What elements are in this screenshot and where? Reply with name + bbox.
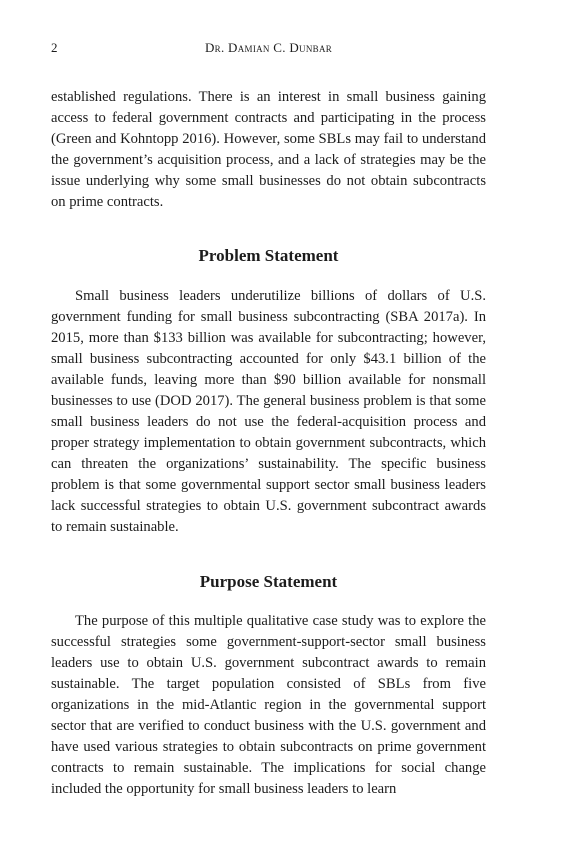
purpose-statement-heading: Purpose Statement — [199, 572, 338, 591]
page-number: 2 — [51, 40, 58, 55]
purpose-statement-paragraph: The purpose of this multiple qualitative case study was to explore the successful strategies some government-support-sector small business leaders use to obtain U.S. government subcontract awards to remain sustainable. The target population consisted of SBLs from five organizations in the mid-Atlantic region in the governmental support sector that are verified to conduct business with the U.S. government and have used various strategies to obtain subcontracts on prime government contracts to remain sustainable. The implications for social change included the opportunity for small business leaders to learn — [51, 613, 486, 797]
intro-paragraph: established regulations. There is an interest in small business gaining access to federal government contracts and participating in the process (Green and Kohntopp 2016). However, some SBLs may fail to understand the government’s acquisition process, and a lack of strategies may be the issue underlying why some small businesses do not obtain subcontracts on prime contracts. — [51, 89, 486, 210]
problem-statement-paragraph: Small business leaders underutilize billions of dollars of U.S. government funding for small business subcontracting (SBA 2017a). In 2015, more than $133 billion was available for subcontracting; however, small business subcontracting accounted for only $43.1 billion of the available funds, leaving more than $90 billion available for nonsmall businesses to use (DOD 2017). The general business problem is that some small business leaders do not use the federal-acquisition process and proper strategy implementation to obtain government subcontracts, which can threaten the organizations’ sustainability. The specific business problem is that some governmental support sector small business leaders lack successful strategies to obtain U.S. government subcontract awards to remain sustainable. — [51, 288, 486, 535]
problem-statement-heading: Problem Statement — [198, 246, 339, 265]
running-title: Dr. Damian C. Dunbar — [204, 40, 333, 55]
running-head — [51, 40, 486, 58]
